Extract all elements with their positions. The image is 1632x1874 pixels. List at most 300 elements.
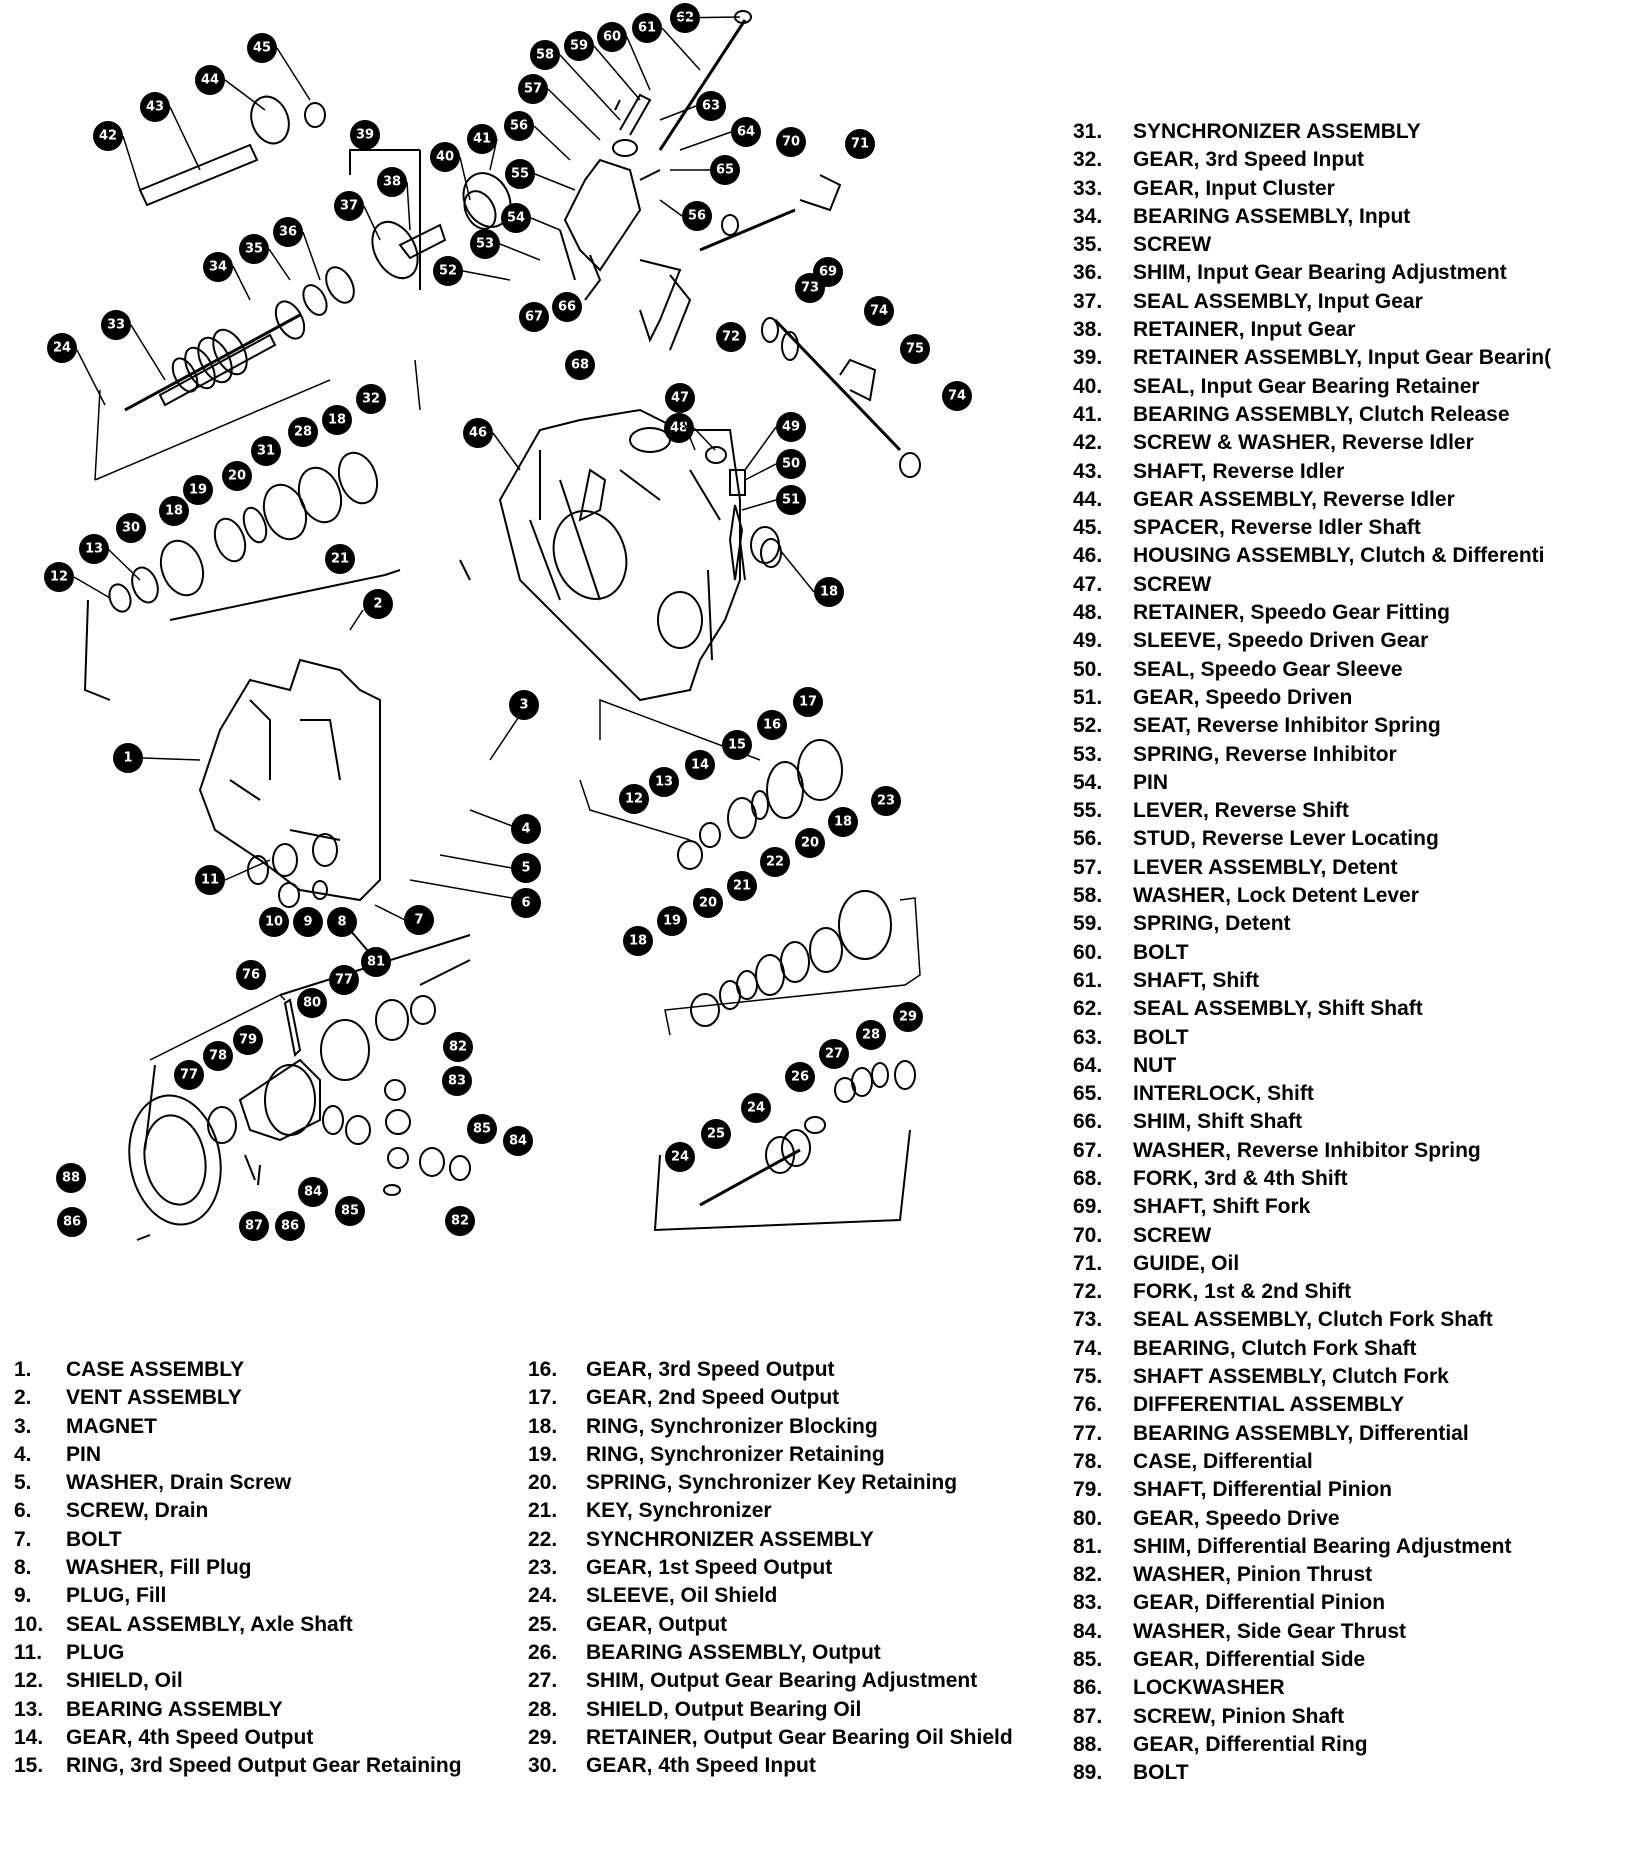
svg-text:30: 30 [121, 520, 141, 536]
callout-55 [505, 159, 535, 189]
callout-41 [467, 124, 497, 154]
legend-item-number: 77. [1073, 1421, 1103, 1445]
legend-item-label: SCREW [1133, 233, 1212, 257]
legend-item-number: 67. [1073, 1138, 1103, 1162]
legend-item [14, 1667, 462, 1695]
legend-item [528, 1554, 1013, 1582]
legend-item [14, 1611, 462, 1639]
legend-item [1073, 910, 1551, 938]
callout-28b [856, 1020, 886, 1050]
legend-item-label: GEAR, Input Cluster [1133, 176, 1335, 200]
legend-item [528, 1413, 1013, 1441]
legend-item-label: BOLT [1133, 1761, 1189, 1785]
legend-item-number: 14. [14, 1725, 44, 1749]
legend-item-number: 11. [14, 1640, 43, 1664]
legend-item-number: 50. [1073, 657, 1103, 681]
callout-7 [404, 905, 434, 935]
svg-text:29: 29 [898, 1009, 918, 1025]
callout-4 [511, 814, 541, 844]
legend-item-number: 47. [1073, 572, 1103, 596]
svg-text:28: 28 [861, 1027, 881, 1043]
callout-20c [693, 888, 723, 918]
legend-item [528, 1356, 1013, 1384]
callout-39 [350, 120, 380, 150]
svg-text:76: 76 [241, 967, 261, 983]
legend-item [14, 1752, 462, 1780]
svg-text:20: 20 [227, 468, 247, 484]
legend-item [1073, 769, 1551, 797]
legend-item [528, 1469, 1013, 1497]
legend-item-number: 16. [528, 1358, 558, 1381]
svg-text:68: 68 [570, 357, 590, 373]
callout-82b [445, 1206, 475, 1236]
svg-text:49: 49 [781, 419, 801, 435]
legend-item-label: VENT ASSEMBLY [66, 1386, 242, 1410]
callout-50 [776, 449, 806, 479]
legend-item-number: 21. [528, 1499, 558, 1523]
svg-text:82: 82 [448, 1039, 468, 1055]
callout-14 [685, 750, 715, 780]
legend-item [1073, 1335, 1551, 1363]
legend-item-number: 17. [528, 1386, 558, 1410]
input-shaft-assembly [125, 91, 520, 410]
callout-21b [727, 871, 757, 901]
svg-text:77: 77 [334, 972, 354, 988]
callout-18a [159, 496, 189, 526]
legend-item-label: SHAFT, Differential Pinion [1133, 1478, 1393, 1502]
legend-item-label: BOLT [1133, 940, 1189, 964]
legend-item-number: 12. [14, 1669, 44, 1693]
legend-item-label: SPRING, Reverse Inhibitor [1133, 742, 1397, 766]
legend-item [1073, 995, 1551, 1023]
legend-item-label: SCREW, Drain [66, 1499, 209, 1523]
svg-text:7: 7 [414, 912, 424, 928]
svg-text:38: 38 [382, 174, 402, 190]
callout-25 [701, 1119, 731, 1149]
legend-column-3 [1073, 118, 1551, 1788]
legend-item [1073, 1165, 1551, 1193]
legend-item-label: DIFFERENTIAL ASSEMBLY [1133, 1393, 1405, 1417]
svg-text:73: 73 [800, 280, 820, 296]
svg-text:67: 67 [524, 309, 544, 325]
legend-item-label: PLUG [66, 1640, 125, 1664]
case-assembly [85, 560, 470, 965]
legend-item-number: 34. [1073, 204, 1103, 228]
svg-text:6: 6 [521, 895, 531, 911]
legend-item [1073, 458, 1551, 486]
legend-column-2 [528, 1356, 1013, 1780]
legend-item-number: 56. [1073, 827, 1103, 851]
legend-item-label: GEAR, Speedo Drive [1133, 1506, 1340, 1530]
svg-text:11: 11 [200, 872, 220, 888]
callout-56b [682, 201, 712, 231]
legend-item-label: SEAL ASSEMBLY, Shift Shaft [1133, 997, 1423, 1021]
svg-text:20: 20 [698, 895, 718, 911]
legend-item [528, 1384, 1013, 1412]
legend-item-number: 79. [1073, 1478, 1103, 1502]
callout-32 [356, 384, 386, 414]
svg-text:57: 57 [523, 81, 543, 97]
legend-item [1073, 118, 1551, 146]
svg-text:47: 47 [670, 390, 690, 406]
legend-item-label: WASHER, Reverse Inhibitor Spring [1133, 1138, 1481, 1162]
svg-text:60: 60 [602, 29, 622, 45]
legend-item-label: BEARING ASSEMBLY, Differential [1133, 1421, 1469, 1445]
legend-item-label: GEAR, 1st Speed Output [586, 1556, 833, 1580]
legend-item [14, 1497, 462, 1525]
legend-item-label: SPRING, Detent [1133, 912, 1291, 936]
legend-item-number: 23. [528, 1556, 558, 1580]
svg-text:53: 53 [475, 236, 495, 252]
legend-item-label: CASE, Differential [1133, 1449, 1313, 1473]
callout-16 [757, 710, 787, 740]
legend-item [1073, 146, 1551, 174]
callout-51 [776, 485, 806, 515]
legend-item-label: FORK, 3rd & 4th Shift [1133, 1166, 1348, 1190]
callout-18b [322, 405, 352, 435]
legend-item-number: 44. [1073, 487, 1103, 511]
callout-19a [183, 475, 213, 505]
callout-11 [195, 865, 225, 895]
callout-31 [251, 436, 281, 466]
legend-item-number: 41. [1073, 402, 1103, 426]
legend-item [1073, 1278, 1551, 1306]
legend-item [1073, 967, 1551, 995]
legend-item-number: 54. [1073, 770, 1103, 794]
legend-item-number: 24. [528, 1584, 558, 1608]
callout-78 [203, 1041, 233, 1071]
legend-item-label: SEAL, Speedo Gear Sleeve [1133, 657, 1403, 681]
svg-text:20: 20 [800, 835, 820, 851]
legend-item-label: STUD, Reverse Lever Locating [1133, 827, 1439, 851]
legend-item-number: 46. [1073, 544, 1103, 568]
legend-item [1073, 486, 1551, 514]
legend-item-label: RING, Synchronizer Blocking [586, 1414, 878, 1438]
legend-item [1073, 231, 1551, 259]
svg-text:19: 19 [662, 913, 682, 929]
callout-45 [247, 33, 277, 63]
legend-item-number: 29. [528, 1725, 558, 1749]
legend-item-label: GEAR, Differential Ring [1133, 1732, 1368, 1756]
legend-item [1073, 1193, 1551, 1221]
callout-87 [239, 1211, 269, 1241]
callout-18c [814, 577, 844, 607]
legend-item [1073, 373, 1551, 401]
callout-12b [619, 784, 649, 814]
legend-item-label: RETAINER, Speedo Gear Fitting [1133, 601, 1450, 625]
legend-item-number: 57. [1073, 855, 1103, 879]
callout-9 [293, 907, 323, 937]
legend-item [1073, 1137, 1551, 1165]
legend-item [1073, 429, 1551, 457]
legend-item-number: 26. [528, 1640, 558, 1664]
svg-text:59: 59 [569, 38, 589, 54]
legend-item-number: 4. [14, 1442, 32, 1466]
legend-item-label: GEAR, 2nd Speed Output [586, 1386, 840, 1410]
legend-item-label: SEAL ASSEMBLY, Axle Shaft [66, 1612, 353, 1636]
legend-item-label: NUT [1133, 1053, 1177, 1077]
legend-item [1073, 1448, 1551, 1476]
legend-item-number: 70. [1073, 1223, 1103, 1247]
svg-text:2: 2 [373, 596, 383, 612]
callout-61 [632, 13, 662, 43]
svg-text:84: 84 [508, 1133, 528, 1149]
differential-assembly [119, 935, 470, 1240]
callout-34 [203, 252, 233, 282]
legend-item-number: 42. [1073, 431, 1103, 455]
legend-item-label: WASHER, Fill Plug [66, 1556, 252, 1580]
legend-item-number: 28. [528, 1697, 558, 1721]
svg-text:80: 80 [302, 995, 322, 1011]
callout-13 [79, 534, 109, 564]
svg-text:66: 66 [557, 299, 577, 315]
legend-item [14, 1356, 462, 1384]
callout-42 [93, 121, 123, 151]
callout-70 [776, 127, 806, 157]
legend-item-number: 3. [14, 1414, 32, 1438]
callout-86a [275, 1211, 305, 1241]
svg-text:41: 41 [472, 131, 492, 147]
callout-38 [377, 167, 407, 197]
legend-item-label: SHAFT, Reverse Idler [1133, 459, 1345, 483]
callout-46 [463, 418, 493, 448]
legend-item-label: BEARING ASSEMBLY, Clutch Release [1133, 402, 1510, 426]
legend-item-number: 39. [1073, 346, 1103, 370]
callout-66 [552, 292, 582, 322]
svg-text:28: 28 [293, 424, 313, 440]
svg-text:44: 44 [200, 72, 220, 88]
legend-item-label: SEAT, Reverse Inhibitor Spring [1133, 714, 1441, 738]
callout-77a [174, 1060, 204, 1090]
callout-1 [113, 743, 143, 773]
svg-text:17: 17 [798, 694, 818, 710]
svg-text:24: 24 [52, 340, 72, 356]
legend-item-number: 86. [1073, 1676, 1103, 1700]
callout-33 [101, 310, 131, 340]
legend-item-number: 1. [14, 1358, 32, 1381]
callout-6 [511, 888, 541, 918]
callout-53 [470, 229, 500, 259]
svg-text:36: 36 [278, 224, 298, 240]
svg-text:16: 16 [762, 717, 782, 733]
legend-item [1073, 1476, 1551, 1504]
shift-mechanism [540, 11, 920, 520]
legend-item-number: 40. [1073, 374, 1103, 398]
legend-item [1073, 203, 1551, 231]
callout-88 [56, 1163, 86, 1193]
legend-item-label: WASHER, Pinion Thrust [1133, 1563, 1373, 1587]
legend-item-number: 36. [1073, 261, 1103, 285]
callout-3 [509, 690, 539, 720]
svg-text:50: 50 [781, 456, 801, 472]
legend-item-number: 9. [14, 1584, 32, 1608]
legend-item-label: SCREW & WASHER, Reverse Idler [1133, 431, 1474, 455]
legend-item-label: SPACER, Reverse Idler Shaft [1133, 516, 1421, 540]
legend-item-number: 60. [1073, 940, 1103, 964]
callout-27 [819, 1039, 849, 1069]
legend-item-number: 30. [528, 1754, 558, 1778]
svg-text:26: 26 [790, 1069, 810, 1085]
legend-item-number: 7. [14, 1527, 32, 1551]
legend-item [1073, 316, 1551, 344]
legend-item-number: 53. [1073, 742, 1103, 766]
svg-text:70: 70 [781, 134, 801, 150]
legend-item-number: 35. [1073, 233, 1103, 257]
svg-text:22: 22 [765, 854, 785, 870]
legend-item-label: WASHER, Side Gear Thrust [1133, 1619, 1407, 1643]
svg-text:39: 39 [355, 127, 375, 143]
legend-item [1073, 401, 1551, 429]
legend-item [1073, 1080, 1551, 1108]
legend-item-number: 25. [528, 1612, 558, 1636]
legend-item-label: SHAFT, Shift [1133, 968, 1259, 992]
svg-text:5: 5 [521, 860, 531, 876]
callout-8 [327, 907, 357, 937]
svg-text:1: 1 [123, 750, 133, 766]
svg-text:21: 21 [330, 551, 350, 567]
legend-item-number: 18. [528, 1414, 558, 1438]
legend-item-label: SHIM, Input Gear Bearing Adjustment [1133, 261, 1507, 285]
svg-text:3: 3 [519, 697, 529, 713]
legend-item-number: 68. [1073, 1166, 1103, 1190]
svg-text:87: 87 [244, 1218, 264, 1234]
legend-item [1073, 1222, 1551, 1250]
callout-65 [710, 155, 740, 185]
callout-54 [501, 203, 531, 233]
callout-84a [503, 1126, 533, 1156]
legend-item-label: GEAR, Output [586, 1612, 728, 1636]
callout-57 [518, 74, 548, 104]
callout-44 [195, 65, 225, 95]
svg-text:52: 52 [438, 263, 458, 279]
callout-77b [329, 965, 359, 995]
svg-text:25: 25 [706, 1126, 726, 1142]
legend-item [528, 1611, 1013, 1639]
legend-item-label: BEARING ASSEMBLY, Input [1133, 204, 1411, 228]
svg-text:54: 54 [506, 210, 526, 226]
legend-item-number: 81. [1073, 1534, 1103, 1558]
legend-item-label: GEAR, Differential Pinion [1133, 1591, 1386, 1615]
svg-text:86: 86 [280, 1218, 300, 1234]
legend-item-number: 64. [1073, 1053, 1103, 1077]
legend-item-number: 63. [1073, 1025, 1103, 1049]
legend-item-label: PIN [1133, 770, 1169, 794]
svg-text:48: 48 [669, 420, 689, 436]
legend-item-label: SHIELD, Oil [66, 1669, 183, 1693]
svg-text:14: 14 [690, 757, 710, 773]
legend-item [14, 1526, 462, 1554]
legend-item-label: PLUG, Fill [66, 1584, 167, 1608]
callout-82a [443, 1032, 473, 1062]
callout-23 [871, 786, 901, 816]
legend-item-number: 85. [1073, 1648, 1103, 1672]
legend-item-label: GEAR, 4th Speed Output [66, 1725, 314, 1749]
svg-text:51: 51 [781, 492, 801, 508]
legend-item-number: 58. [1073, 884, 1103, 908]
svg-text:8: 8 [337, 914, 347, 930]
legend-item-label: WASHER, Drain Screw [66, 1471, 292, 1495]
callout-20b [795, 828, 825, 858]
legend-item-label: GEAR, 3rd Speed Input [1133, 148, 1365, 172]
callout-63 [696, 91, 726, 121]
svg-text:71: 71 [850, 136, 870, 152]
legend-item [14, 1554, 462, 1582]
legend-item [1073, 1589, 1551, 1617]
legend-item-label: MAGNET [66, 1414, 157, 1438]
legend-item-number: 87. [1073, 1704, 1103, 1728]
callout-24a [47, 333, 77, 363]
legend-item-number: 59. [1073, 912, 1103, 936]
legend-item [1073, 1618, 1551, 1646]
callout-75 [900, 334, 930, 364]
callout-10 [259, 907, 289, 937]
callout-86b [57, 1207, 87, 1237]
svg-text:46: 46 [468, 425, 488, 441]
legend-item-label: SHIM, Output Gear Bearing Adjustment [586, 1669, 978, 1693]
legend-item [14, 1582, 462, 1610]
callout-81 [361, 947, 391, 977]
legend-item-label: LEVER ASSEMBLY, Detent [1133, 855, 1398, 879]
legend-item-label: BOLT [66, 1527, 122, 1551]
callout-40 [430, 142, 460, 172]
legend-item-number: 13. [14, 1697, 44, 1721]
legend-item [14, 1724, 462, 1752]
legend-item-label: SCREW [1133, 1223, 1212, 1247]
legend-item-number: 5. [14, 1471, 32, 1495]
legend-item [528, 1441, 1013, 1469]
legend-item-number: 74. [1073, 1336, 1103, 1360]
legend-item [528, 1752, 1013, 1780]
legend-item [1073, 882, 1551, 910]
legend-item-number: 65. [1073, 1082, 1103, 1106]
legend-item-label: SPRING, Synchronizer Key Retaining [586, 1471, 958, 1495]
legend-item-label: GEAR, Differential Side [1133, 1648, 1366, 1672]
legend-item [1073, 599, 1551, 627]
legend-item-label: SEAL, Input Gear Bearing Retainer [1133, 374, 1480, 398]
svg-text:37: 37 [339, 198, 359, 214]
callout-35 [239, 234, 269, 264]
svg-text:79: 79 [238, 1032, 258, 1048]
legend-item-number: 43. [1073, 459, 1103, 483]
svg-text:62: 62 [675, 10, 695, 26]
legend-item-number: 27. [528, 1669, 558, 1693]
callout-59 [564, 31, 594, 61]
legend-item-number: 71. [1073, 1251, 1103, 1275]
callout-18d [828, 807, 858, 837]
legend-item [528, 1696, 1013, 1724]
svg-text:12: 12 [49, 569, 69, 585]
legend-item [1073, 1533, 1551, 1561]
callout-22 [760, 847, 790, 877]
svg-text:27: 27 [824, 1046, 844, 1062]
svg-text:75: 75 [905, 341, 925, 357]
legend-item-number: 8. [14, 1556, 32, 1580]
callout-56a [504, 111, 534, 141]
legend-item-number: 76. [1073, 1393, 1103, 1417]
legend-item-label: SHIM, Shift Shaft [1133, 1110, 1303, 1134]
svg-text:45: 45 [252, 40, 272, 56]
legend-item [1073, 1505, 1551, 1533]
svg-text:63: 63 [701, 98, 721, 114]
legend-item-number: 84. [1073, 1619, 1103, 1643]
legend-item-label: FORK, 1st & 2nd Shift [1133, 1280, 1352, 1304]
legend-item-number: 83. [1073, 1591, 1103, 1615]
callout-73 [795, 273, 825, 303]
callout-83 [442, 1066, 472, 1096]
legend-item-number: 75. [1073, 1365, 1103, 1389]
legend-item-number: 37. [1073, 289, 1103, 313]
callout-12 [44, 562, 74, 592]
